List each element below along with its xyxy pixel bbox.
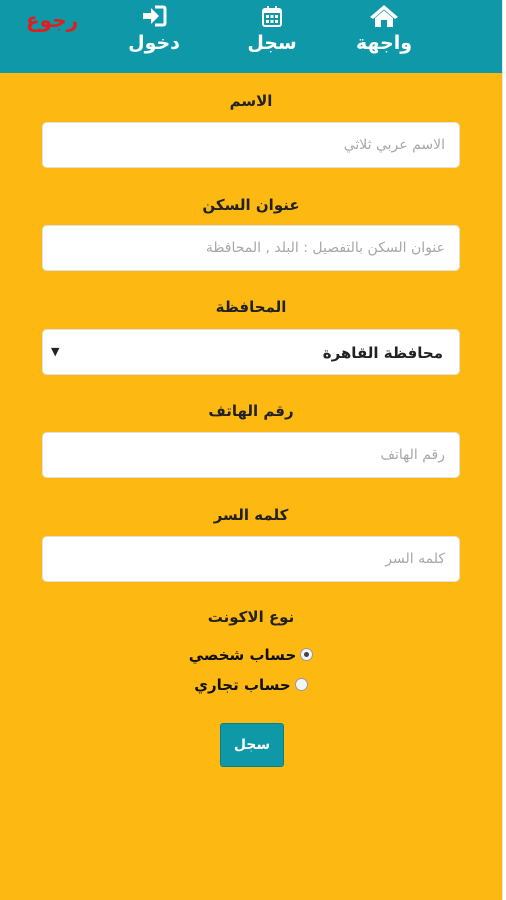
back-link[interactable]: رجوع bbox=[26, 8, 79, 32]
address-label: عنوان السكن bbox=[202, 196, 300, 214]
home-icon bbox=[348, 4, 420, 30]
nav-login-label: دخول bbox=[128, 32, 180, 54]
governorate-select[interactable] bbox=[42, 329, 460, 375]
sign-in-icon bbox=[122, 4, 186, 30]
nav-login[interactable] bbox=[122, 4, 186, 56]
name-label: الاسم bbox=[229, 92, 273, 110]
nav-home[interactable] bbox=[348, 4, 420, 56]
register-submit-button[interactable]: سجل bbox=[220, 723, 284, 767]
dropdown-caret-icon: ▼ bbox=[51, 345, 60, 358]
governorate-label: المحافظة bbox=[215, 298, 287, 316]
radio-personal-label: حساب شخصي bbox=[188, 646, 297, 664]
nav-register[interactable] bbox=[240, 4, 304, 56]
phone-label: رقم الهاتف bbox=[208, 402, 294, 420]
governorate-selected-value: محافظة القاهرة bbox=[322, 344, 443, 362]
address-input[interactable] bbox=[42, 225, 460, 271]
radio-business-label: حساب تجاري bbox=[194, 676, 291, 694]
password-input[interactable] bbox=[42, 536, 460, 582]
radio-business-account[interactable] bbox=[0, 676, 502, 694]
calendar-icon bbox=[240, 4, 304, 30]
name-input[interactable] bbox=[42, 122, 460, 168]
radio-button-checked[interactable] bbox=[300, 648, 313, 661]
radio-button[interactable] bbox=[295, 678, 308, 691]
nav-home-label: واجهة bbox=[355, 32, 413, 54]
account-type-label: نوع الاكونت bbox=[207, 608, 295, 626]
password-label: كلمه السر bbox=[213, 506, 289, 524]
radio-personal-account[interactable] bbox=[0, 646, 502, 664]
top-navigation-bar bbox=[0, 0, 502, 73]
nav-register-label: سجل bbox=[247, 32, 297, 54]
phone-input[interactable] bbox=[42, 432, 460, 478]
